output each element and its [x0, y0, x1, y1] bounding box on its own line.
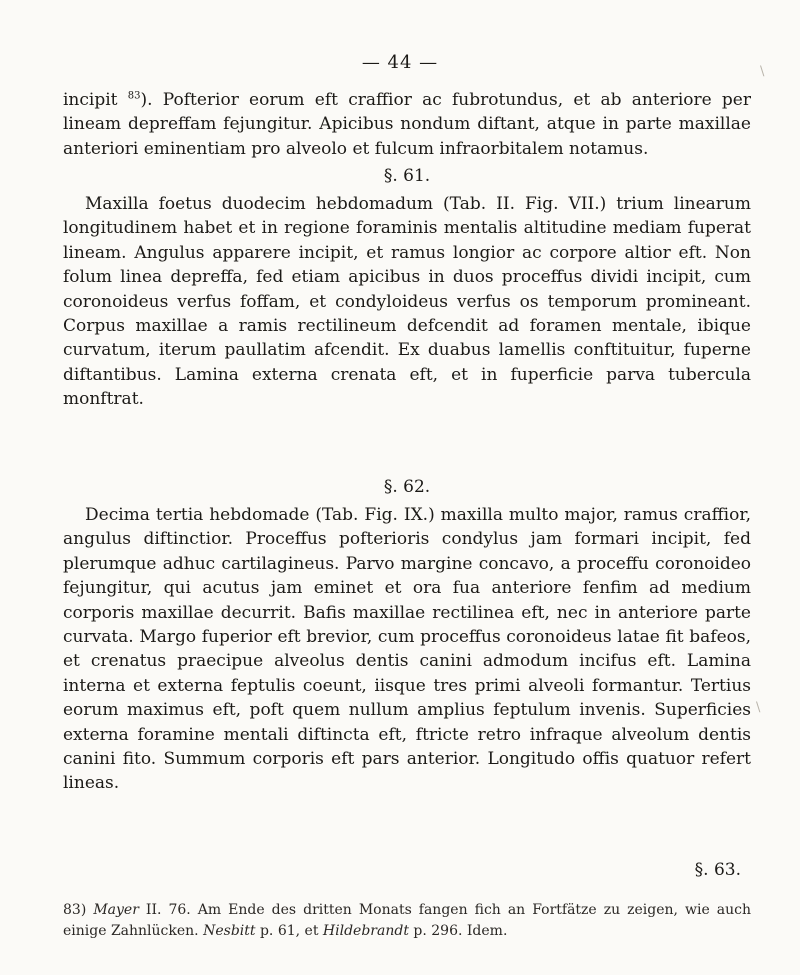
intro-paragraph	[63, 88, 751, 161]
section-61-paragraph: Maxilla foetus duodecim hebdomadum (Tab. II. Fig. VII.) trium linearum longitudinem habet et in regione foraminis mentalis altitudine mediam fuperat lineam. Angulus apparere incipit, et ramus longior ac corpore altior eft. Non folum linea depreffa, fed etiam apicibus in duos proceffus dividi incipit, cum coronoideus verfus foffam, et condyloideus verfus os temporum promineant. Corpus maxillae a ramis rectilineum defcendit ad foramen mentale, ibique curvatum, iterum paullatim afcendit. Ex duabus lamellis conftituitur, fuperne diftantibus. Lamina externa crenata eft, et in fuperficie parva tubercula monftrat.	[63, 194, 751, 410]
intro-text: ). Pofterior eorum eft craffior ac fubrotundus, et ab anteriore per lineam depreffam fejungitur. Apicibus nondum diftant, atque in parte maxillae anteriori eminentiam pro alveolo et fulcum infraorbitalem notamus.	[63, 90, 751, 159]
footnote-reference[interactable]: 83	[127, 90, 141, 102]
footnote-text: II. 76. Am Ende des dritten Monats fangen fich an Fortfätze zu zeigen, wie auch einige Zahnlücken.	[63, 902, 752, 939]
intro-first-word: incipit	[63, 90, 118, 110]
section-62-paragraph: Decima tertia hebdomade (Tab. Fig. IX.) maxilla multo major, ramus craffior, angulus diftinctior. Proceffus pofterioris condylus jam formari incipit, fed plerumque adhuc cartilagineus. Parvo margine concavo, a proceffu coronoideo fejungitur, qui acutus jam eminet et ora fua anteriore fenfim ad medium corporis maxillae decurrit. Bafis maxillae rectilinea eft, nec in anteriore parte curvata. Margo fuperior eft brevior, cum proceffus coronoideus latae fit bafeos, et crenatus praecipue alveolus dentis canini admodum incifus eft. Lamina interna et externa feptulis coeunt, iisque tres primi alveoli formantur. Tertius eorum maximus eft, poft quem nullum amplius feptulum invenis. Superficies externa foramine mentali diftincta eft, ftricte retro infraque alveolum dentis canini fito. Summum corporis eft pars anterior. Longitudo offis quatuor refert lineas.	[63, 505, 751, 794]
footnote-author: Mayer	[93, 902, 139, 918]
footnote-author-2: Nesbitt	[203, 923, 256, 939]
footnote-author-3: Hildebrandt	[322, 923, 409, 939]
section-61	[63, 164, 751, 412]
intro-paragraph-block	[63, 88, 751, 161]
margin-tick-mark-lower: \	[756, 700, 761, 715]
page-number: — 44 —	[361, 52, 439, 73]
footnote-marker: 83)	[63, 902, 87, 918]
section-61-heading: §. 61.	[383, 166, 431, 186]
section-63-heading-block	[63, 858, 751, 882]
footnote-text-2: p. 61, et	[259, 923, 319, 939]
margin-tick-mark: \	[760, 64, 765, 79]
section-63-heading: §. 63.	[694, 860, 741, 880]
footnote	[63, 900, 751, 942]
section-62	[63, 475, 751, 796]
section-62-heading: §. 62.	[383, 477, 431, 497]
footnote-text-3: p. 296. Idem.	[413, 923, 508, 939]
